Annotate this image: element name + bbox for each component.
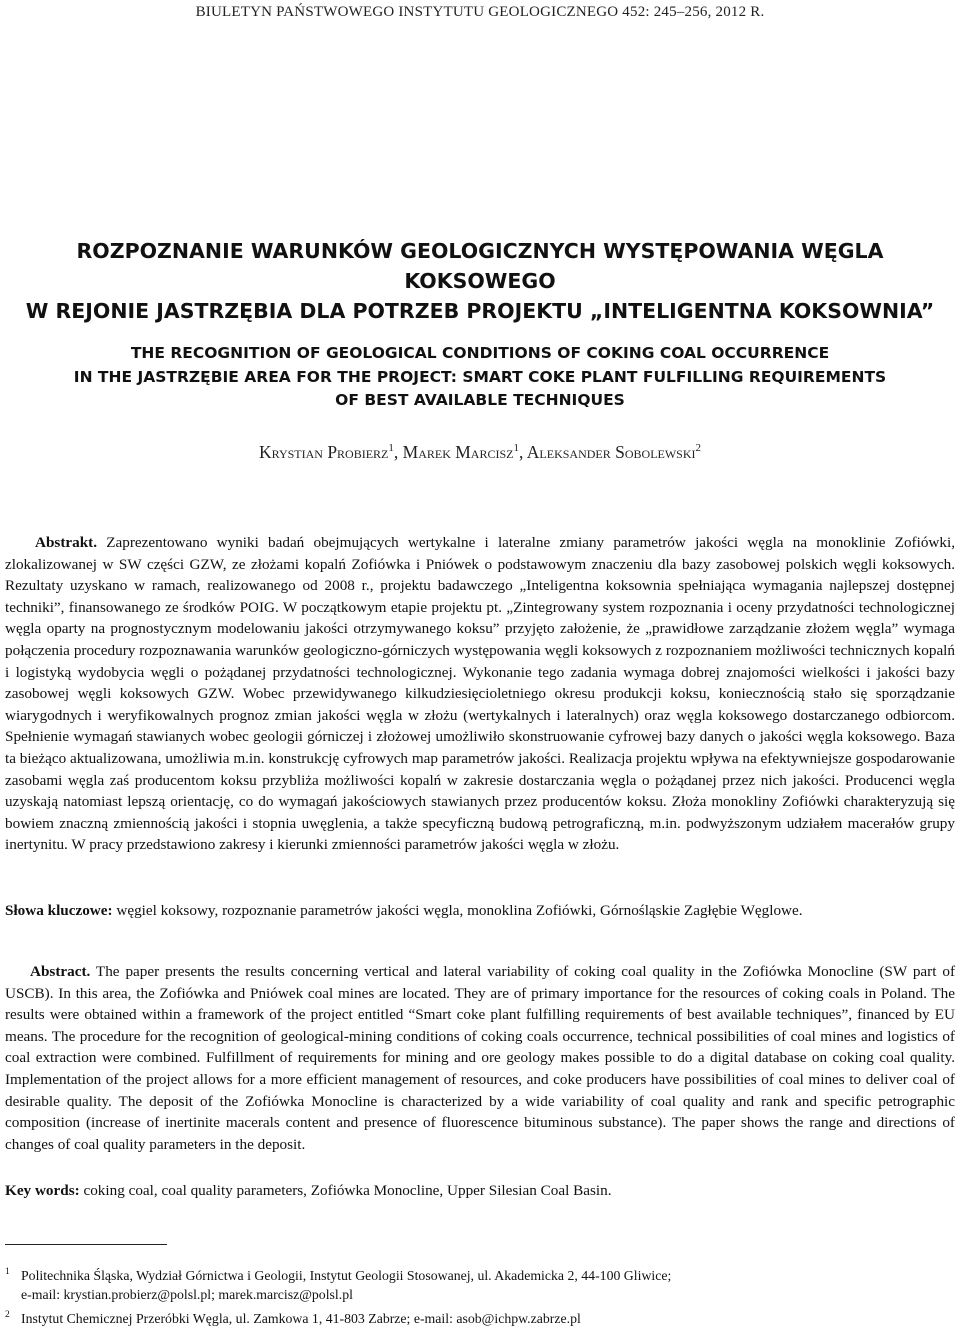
abstract-polish — [5, 532, 955, 856]
running-head: BIULETYN PAŃSTWOWEGO INSTYTUTU GEOLOGICZNEGO 452: 245–256, 2012 R. — [195, 4, 765, 20]
author-name: Marek Marcisz — [402, 442, 514, 462]
affiliation-mark: 1 — [388, 442, 394, 455]
author-name: Aleksander Sobolewski — [526, 442, 696, 462]
keywords-english — [5, 1180, 955, 1201]
abstract-english — [5, 961, 955, 1155]
keywords-english-text: coking coal, coal quality parameters, Zofiówka Monocline, Upper Silesian Coal Basin. — [79, 1182, 612, 1199]
footnote-1 — [5, 1266, 955, 1304]
footnote-divider — [5, 1244, 167, 1245]
title-polish — [0, 236, 960, 326]
affiliation-mark: 2 — [695, 442, 702, 455]
abstract-english-text: The paper presents the results concerning vertical and lateral variability of coking coal quality in the Zofiówka Monocline (SW part of USCB). In this area, the Zofiówka and Pniówek coal mines are located. They are of primary importance for the resources of coking coals in Poland. The results were obtained within a framework of the project entitled “Smart coke plant fulfilling requirements of best available techniques”, financed by EU means. The procedure for the recognition of geological-mining conditions of coking coals occurrence, technical possibilities of coal mines and logistics of coal extraction were combined. Fulfillment of requirements for mining and ore geology makes possible to do a digital database on coking coal quality. Implementation of the project allows for a more efficient management of resources, and coke producers have possibilities of coal mines to deliver coal of desirable quality. The deposit of the Zofiówka Monocline is characterized by a wide variability of coal quality and rank and specific petrographic composition (increase of inertinite macerals content and presence of fluorescence bituminous substance). The paper shows the range and directions of changes of coal quality parameters in the deposit. — [5, 963, 955, 1153]
title-polish-line-2: W REJONIE JASTRZĘBIA DLA POTRZEB PROJEKTU „INTELIGENTNA KOKSOWNIA” — [25, 299, 935, 323]
title-polish-line-1: ROZPOZNANIE WARUNKÓW GEOLOGICZNYCH WYSTĘPOWANIA WĘGLA KOKSOWEGO — [76, 239, 884, 293]
keywords-polish — [5, 900, 955, 921]
affiliation-mark: 1 — [513, 442, 519, 455]
title-english-line-3: OF BEST AVAILABLE TECHNIQUES — [335, 391, 625, 409]
author-list — [0, 442, 960, 463]
footnote-line: e-mail: krystian.probierz@polsl.pl; marek.marcisz@polsl.pl — [21, 1287, 353, 1302]
title-english — [0, 342, 960, 413]
footnote-line: Instytut Chemicznej Przeróbki Węgla, ul. Zamkowa 1, 41-803 Zabrze; e-mail: asob@ichpw.zabrze.pl — [21, 1311, 581, 1326]
author-separator: , — [518, 442, 527, 462]
keywords-polish-text: węgiel koksowy, rozpoznanie parametrów jakości węgla, monoklina Zofiówki, Górnośląskie Zagłębie Węglowe. — [112, 902, 803, 919]
footnote-2 — [5, 1309, 955, 1328]
abstract-english-label: Abstract. — [30, 963, 91, 980]
title-english-line-1: THE RECOGNITION OF GEOLOGICAL CONDITIONS OF COKING COAL OCCURRENCE — [130, 344, 830, 362]
author-separator: , — [393, 442, 403, 462]
footnote-number: 2 — [5, 1310, 10, 1320]
footnotes — [5, 1266, 955, 1328]
keywords-polish-label: Słowa kluczowe: — [5, 902, 113, 919]
title-english-line-2: IN THE JASTRZĘBIE AREA FOR THE PROJECT: SMART COKE PLANT FULFILLING REQUIREMENTS — [73, 367, 887, 386]
abstract-polish-text: Zaprezentowano wyniki badań obejmujących wertykalne i lateralne zmiany parametrów jakości węgla na monoklinie Zofiówki, zlokalizowanej w SW części GZW, ze złożami kopalń Zofiówka i Pniówek o podstawowym znaczeniu dla bazy zasobowej polskich węgli koksowych. Rezultaty uzyskano w ramach, realizowanego od 2008 r., projektu badawczego „Inteligentna koksownia spełniająca wymagania najlepszej dostępnej techniki”, finansowanego ze środków POIG. W początkowym etapie projektu pt. „Zintegrowany system rozpoznania i oceny przydatności technologicznej węgla oparty na prognostycznym modelowaniu jakości otrzymywanego koksu” przyjęto założenie, że „prawidłowe zarządzanie złożem węgla” wymaga połączenia procedury rozpoznawania warunków geologiczno-górniczych występowania węgli koksowych z rozpoznaniem możliwości technicznych kopalń i logistyką wydobycia węgli o pożądanej przydatności technologicznej. Wykonanie tego zadania wymaga dobrej znajomości wielkości i jakości bazy zasobowej węgli koksowych GZW. Wobec przewidywanego kilkudziesięcioletniego okresu produkcji koksu, koniecznością stało się sporządzanie wiarygodnych i weryfikowalnych prognoz zmian jakości węgla w złożu (wertykalnych i lateralnych) oraz węgla koksowego dostarczanego odbiorcom. Spełnienie wymagań stawianych wobec geologii górniczej i złożowej umożliwiło skonstruowanie cyfrowej bazy danych o jakości węgla koksowego. Baza ta bieżąco aktualizowana, umożliwia m.in. konstrukcję cyfrowych map parametrów jakości. Realizacja projektu wpływa na efektywniejsze gospodarowanie zasobami węgla zaś producentom koksu przybliża możliwości kopalń w zakresie dostarczania węgla o pożądanej przez nich jakości. Producenci węgla uzyskają natomiast lepszą orientację, co do wymagań jakościowych stawianych przez producentów koksu. Złoża monokliny Zofiówki charakteryzują się bowiem znaczną zmiennością jakości i stopnia uwęglenia, a także specyficzną budową petrograficzną, m.in. podwyższonym udziałem macerałów grupy inertynitu. W pracy przedstawiono zakresy i kierunki zmienności parametrów jakości węgla w złożu. — [5, 534, 955, 854]
abstract-polish-label: Abstrakt. — [35, 534, 98, 551]
footnote-number: 1 — [5, 1267, 10, 1277]
keywords-english-label: Key words: — [5, 1182, 80, 1199]
author-name: Krystian Probierz — [258, 442, 389, 462]
footnote-line: Politechnika Śląska, Wydział Górnictwa i Geologii, Instytut Geologii Stosowanej, ul. Akademicka 2, 44-100 Gliwice; — [21, 1268, 672, 1283]
